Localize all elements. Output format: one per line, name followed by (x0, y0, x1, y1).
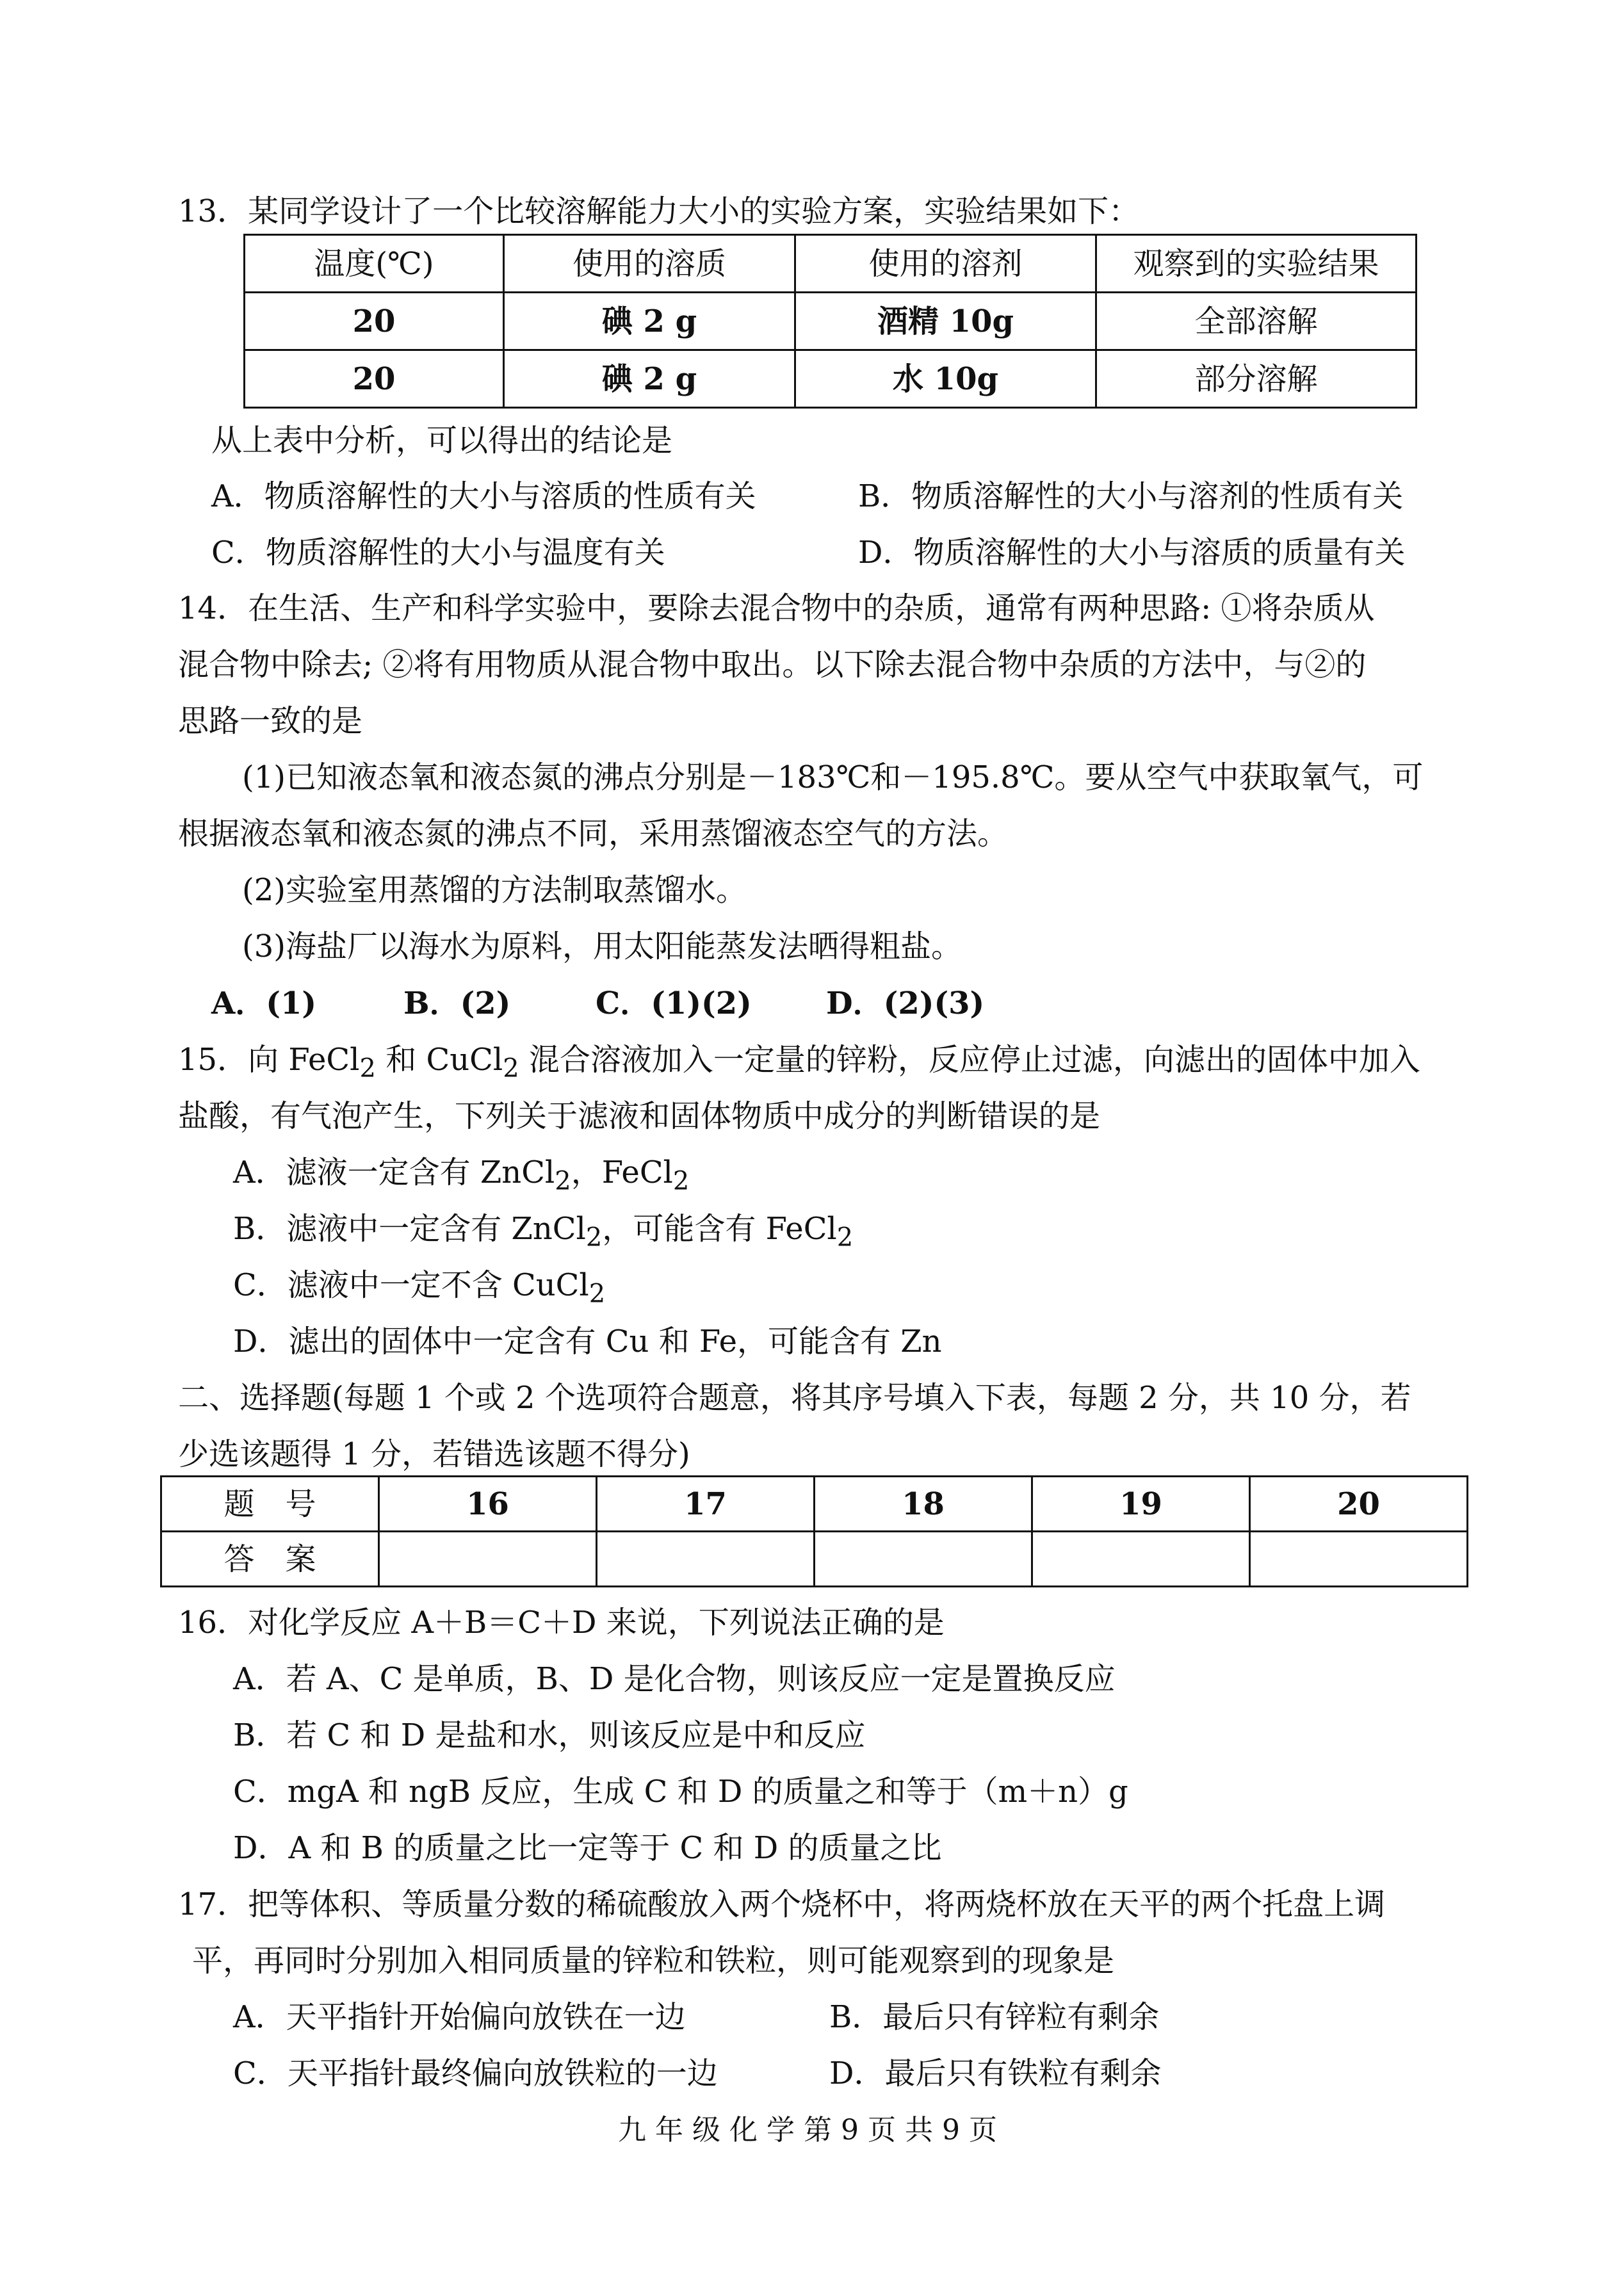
q17-option-b: B．最后只有锌粒有剩余 (829, 1999, 1160, 2035)
answer-table-number: 16 (379, 1477, 597, 1532)
answer-table-number: 20 (1250, 1477, 1468, 1532)
q13-option-b: B．物质溶解性的大小与溶剂的性质有关 (858, 478, 1404, 514)
table-cell: 20 (245, 293, 504, 350)
q16-option-b: B．若 C 和 D 是盐和水，则该反应是中和反应 (233, 1717, 866, 1753)
q14-item2: (2)实验室用蒸馏的方法制取蒸馏水。 (242, 872, 747, 908)
q14-option-b: B．(2) (403, 985, 511, 1021)
q13-option-d: D．物质溶解性的大小与溶质的质量有关 (858, 535, 1406, 571)
table-cell: 水 10g (795, 350, 1096, 408)
q13-stem: 13．某同学设计了一个比较溶解能力大小的实验方案，实验结果如下： (178, 193, 1140, 229)
answer-cell-17[interactable] (597, 1532, 815, 1587)
q15-stem-line2: 盐酸，有气泡产生，下列关于滤液和固体物质中成分的判断错误的是 (178, 1098, 1101, 1134)
table-row (245, 293, 1417, 350)
answer-table-number: 18 (815, 1477, 1032, 1532)
q15-option-c: C．滤液中一定不含 CuCl$_2$ (233, 1267, 606, 1309)
table-cell: 部分溶解 (1096, 350, 1417, 408)
answer-table-number: 17 (597, 1477, 815, 1532)
q17-option-c: C．天平指针最终偏向放铁粒的一边 (233, 2056, 718, 2091)
q17-stem-line2: 平，再同时分别加入相同质量的锌粒和铁粒，则可能观察到的现象是 (192, 1943, 1115, 1979)
q13-header-temp: 温度(℃) (245, 235, 504, 293)
q14-stem-line2: 混合物中除去; ②将有用物质从混合物中取出。以下除去混合物中杂质的方法中，与②的 (178, 647, 1367, 683)
table-cell: 碘 2 g (504, 350, 795, 408)
section2-instructions-line1: 二、选择题(每题 1 个或 2 个选项符合题意，将其序号填入下表，每题 2 分，共 10 分，若 (178, 1380, 1411, 1416)
q14-item1-line2: 根据液态氧和液态氮的沸点不同，采用蒸馏液态空气的方法。 (178, 816, 1009, 852)
q15-option-b: B．滤液中一定含有 ZnCl$_2$，可能含有 FeCl$_2$ (233, 1211, 854, 1253)
table-cell: 20 (245, 350, 504, 408)
q15-stem-line1: 15．向 FeCl$_2$ 和 CuCl$_2$ 混合溶液加入一定量的锌粉，反应停止过滤，向滤出的固体中加入 (178, 1042, 1420, 1083)
answer-cell-16[interactable] (379, 1532, 597, 1587)
q13-option-a: A．物质溶解性的大小与溶质的性质有关 (211, 478, 756, 514)
q16-option-c: C．mgA 和 ngB 反应，生成 C 和 D 的质量之和等于（m＋n）g (233, 1774, 1128, 1810)
q17-stem-line1: 17．把等体积、等质量分数的稀硫酸放入两个烧杯中，将两烧杯放在天平的两个托盘上调 (178, 1886, 1386, 1922)
q14-stem-line3: 思路一致的是 (178, 703, 363, 739)
q13-header-solute: 使用的溶质 (504, 235, 795, 293)
answer-cell-19[interactable] (1032, 1532, 1250, 1587)
table-row (245, 350, 1417, 408)
table-cell: 碘 2 g (504, 293, 795, 350)
answer-table-number: 19 (1032, 1477, 1250, 1532)
q14-option-c: C．(1)(2) (596, 985, 752, 1021)
q13-header-solvent: 使用的溶剂 (795, 235, 1096, 293)
q14-option-d: D．(2)(3) (826, 985, 985, 1021)
q13-option-c: C．物质溶解性的大小与温度有关 (211, 535, 665, 571)
q16-option-d: D．A 和 B 的质量之比一定等于 C 和 D 的质量之比 (233, 1830, 942, 1866)
answer-table-label-question: 题 号 (161, 1477, 379, 1532)
table-cell: 全部溶解 (1096, 293, 1417, 350)
q13-question: 从上表中分析，可以得出的结论是 (211, 423, 673, 458)
q14-option-a: A．(1) (211, 985, 317, 1021)
answer-cell-20[interactable] (1250, 1532, 1468, 1587)
q15-option-a: A．滤液一定含有 ZnCl$_2$，FeCl$_2$ (233, 1155, 690, 1196)
table-cell: 酒精 10g (795, 293, 1096, 350)
section2-instructions-line2: 少选该题得 1 分，若错选该题不得分) (178, 1436, 690, 1472)
q17-option-d: D．最后只有铁粒有剩余 (829, 2056, 1162, 2091)
q14-item3: (3)海盐厂以海水为原料，用太阳能蒸发法晒得粗盐。 (242, 929, 962, 964)
q16-option-a: A．若 A、C 是单质，B、D 是化合物，则该反应一定是置换反应 (233, 1661, 1116, 1697)
answer-cell-18[interactable] (815, 1532, 1032, 1587)
page-footer: 九年级化学第9页共9页 (618, 2114, 1006, 2146)
q13-header-result: 观察到的实验结果 (1096, 235, 1417, 293)
answer-table-label-answer: 答 案 (161, 1532, 379, 1587)
q14-stem-line1: 14．在生活、生产和科学实验中，要除去混合物中的杂质，通常有两种思路: ①将杂质从 (178, 590, 1375, 626)
q16-stem: 16．对化学反应 A＋B＝C＋D 来说，下列说法正确的是 (178, 1605, 945, 1641)
q14-item1-line1: (1)已知液态氧和液态氮的沸点分别是－183℃和－195.8℃。要从空气中获取氧气，可 (242, 759, 1424, 795)
q17-option-a: A．天平指针开始偏向放铁在一边 (233, 1999, 686, 2035)
q13-table (243, 234, 1417, 409)
q15-option-d: D．滤出的固体中一定含有 Cu 和 Fe，可能含有 Zn (233, 1324, 942, 1359)
answer-table (160, 1475, 1468, 1587)
